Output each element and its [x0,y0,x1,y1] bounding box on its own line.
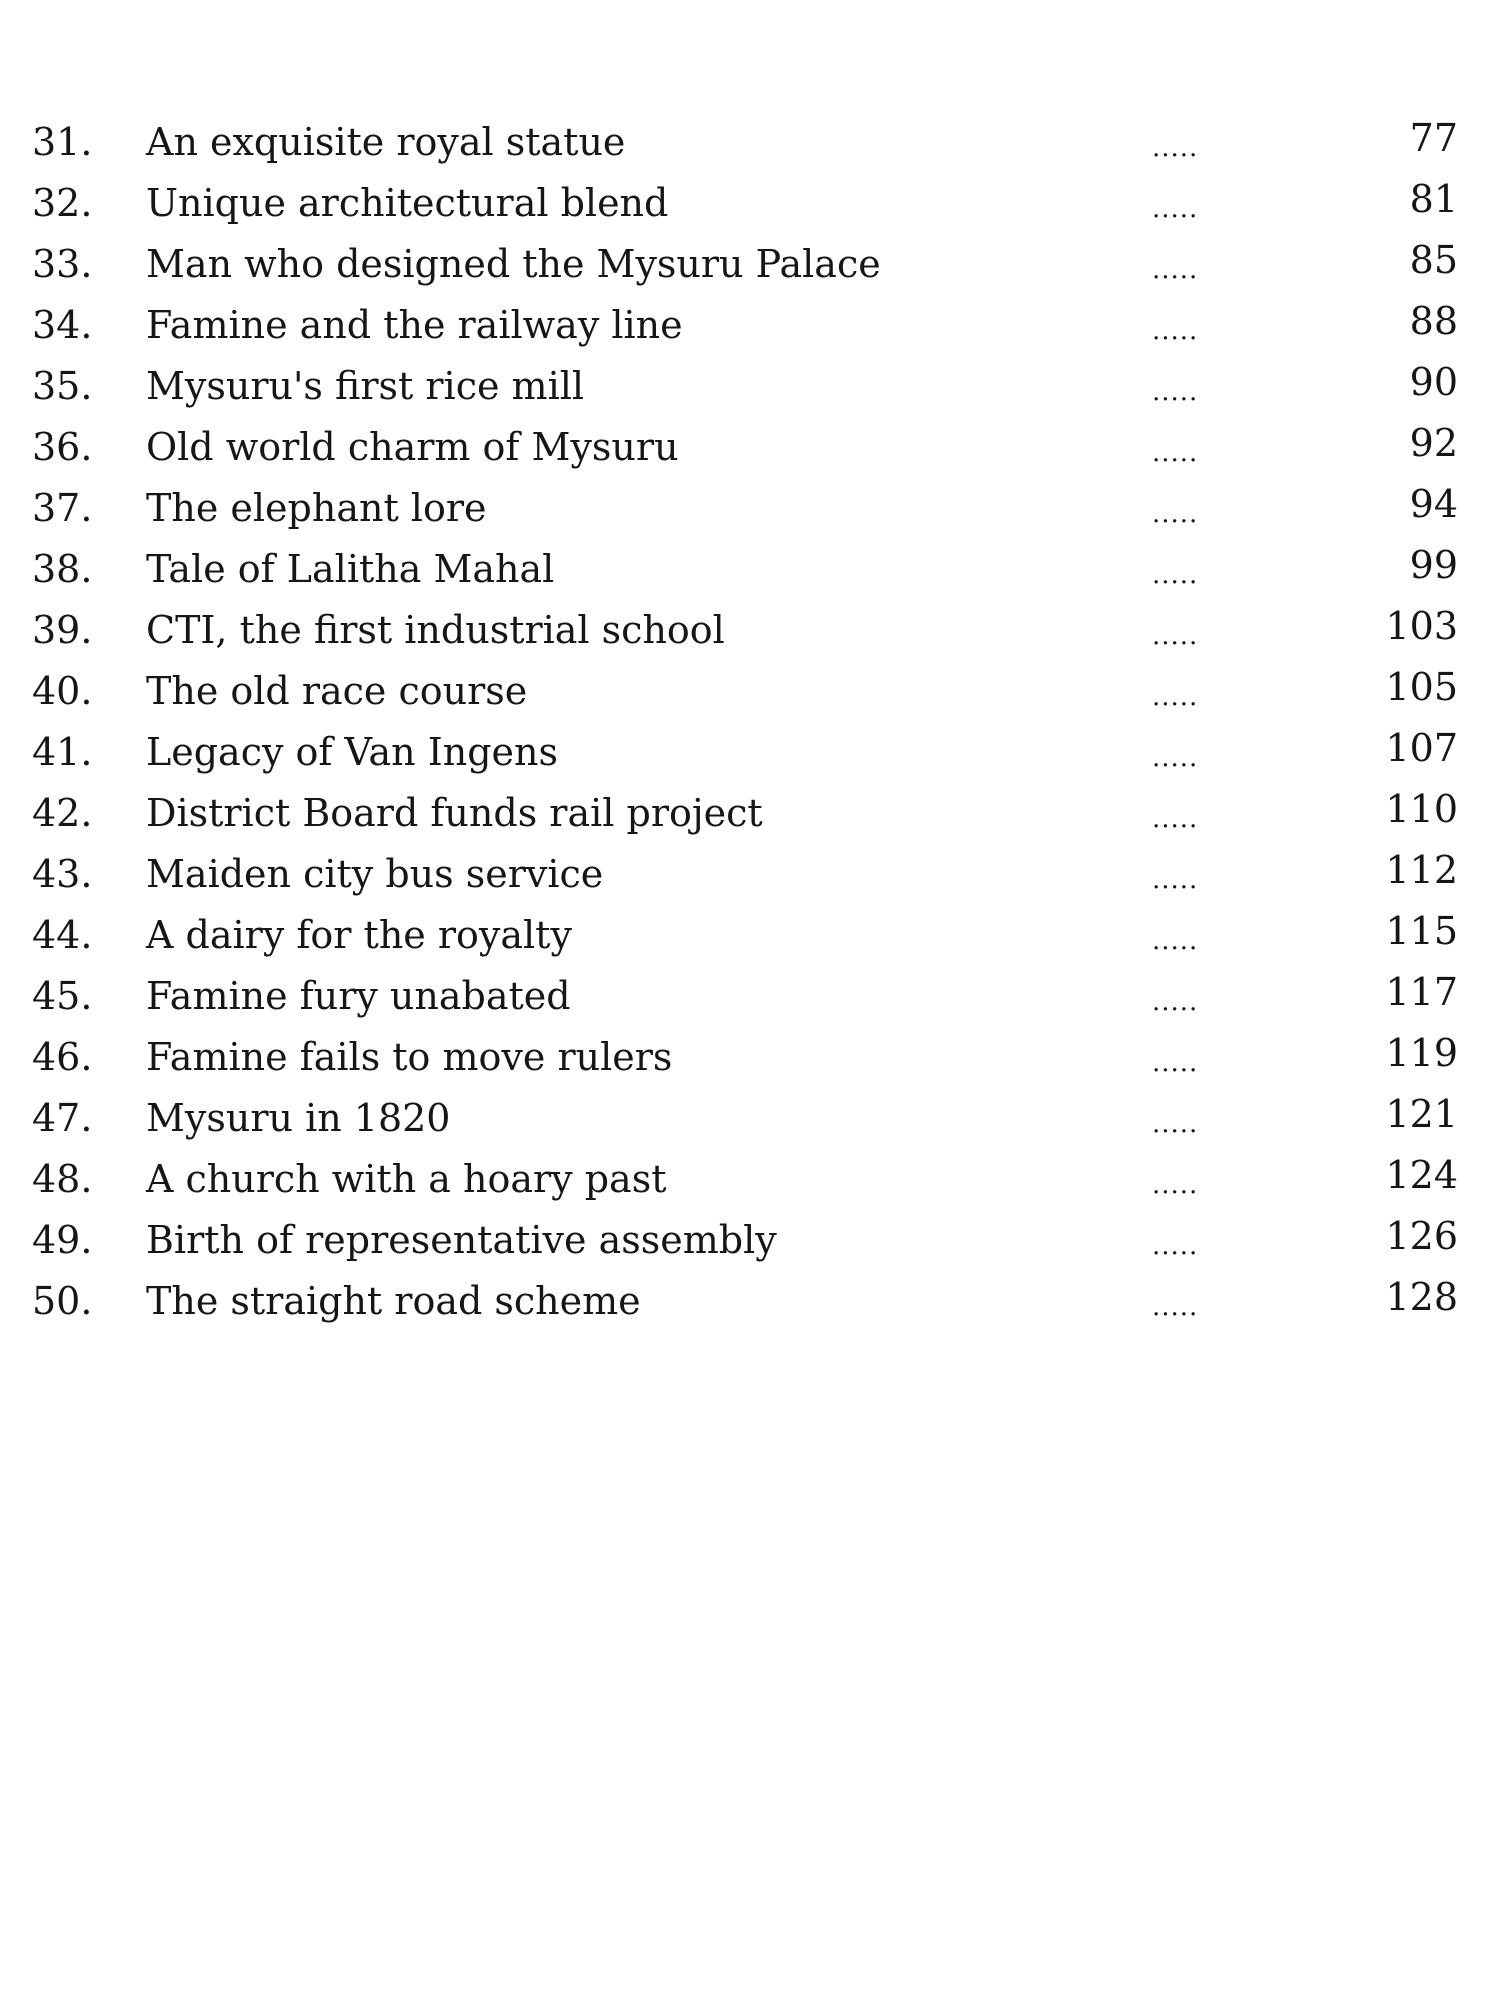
toc-entry [0,356,1500,417]
dot-leader: ..... [1152,804,1199,834]
entry-title: Famine and the railway line [146,303,683,347]
entry-title: The straight road scheme [146,1279,641,1323]
entry-title: Famine fails to move rulers [146,1035,673,1079]
entry-title: A church with a hoary past [146,1157,667,1201]
toc-entry [0,234,1500,295]
dot-leader: ..... [1152,1292,1199,1322]
toc-entry [0,295,1500,356]
toc-entry [0,1027,1500,1088]
page-number: 112 [1385,848,1458,892]
entry-number: 46. [32,1035,93,1079]
page-number: 81 [1409,177,1458,221]
toc-entry [0,1271,1500,1332]
page-number: 107 [1385,726,1458,770]
page-number: 105 [1385,665,1458,709]
dot-leader: ..... [1152,133,1199,163]
dot-leader: ..... [1152,865,1199,895]
entry-title: Maiden city bus service [146,852,604,896]
dot-leader: ..... [1152,1170,1199,1200]
dot-leader: ..... [1152,316,1199,346]
entry-title: Man who designed the Mysuru Palace [146,242,881,286]
dot-leader: ..... [1152,377,1199,407]
entry-title: An exquisite royal statue [146,120,626,164]
dot-leader: ..... [1152,926,1199,956]
entry-title: Old world charm of Mysuru [146,425,679,469]
toc-entry [0,722,1500,783]
toc-entry [0,112,1500,173]
page-number: 121 [1385,1092,1458,1136]
entry-title: The old race course [146,669,528,713]
dot-leader: ..... [1152,194,1199,224]
page-number: 94 [1409,482,1458,526]
entry-title: CTI, the first industrial school [146,608,725,652]
toc-entry [0,661,1500,722]
entry-number: 38. [32,547,93,591]
page-number: 126 [1385,1214,1458,1258]
dot-leader: ..... [1152,682,1199,712]
dot-leader: ..... [1152,987,1199,1017]
toc-entry [0,478,1500,539]
dot-leader: ..... [1152,255,1199,285]
entry-title: The elephant lore [146,486,487,530]
entry-title: Birth of representative assembly [146,1218,777,1262]
entry-number: 40. [32,669,93,713]
page-number: 110 [1385,787,1458,831]
dot-leader: ..... [1152,621,1199,651]
toc-entry [0,600,1500,661]
entry-number: 45. [32,974,93,1018]
toc-entry [0,539,1500,600]
page-number: 115 [1385,909,1458,953]
page-number: 85 [1409,238,1458,282]
entry-number: 42. [32,791,93,835]
toc-entry [0,905,1500,966]
entry-number: 44. [32,913,93,957]
toc-entry [0,844,1500,905]
page-number: 88 [1409,299,1458,343]
entry-number: 33. [32,242,93,286]
toc-entry [0,783,1500,844]
dot-leader: ..... [1152,1109,1199,1139]
entry-number: 36. [32,425,93,469]
entry-number: 37. [32,486,93,530]
toc-entry [0,173,1500,234]
table-of-contents [0,112,1500,1332]
entry-number: 49. [32,1218,93,1262]
entry-title: Mysuru's first rice mill [146,364,585,408]
entry-number: 50. [32,1279,93,1323]
entry-number: 35. [32,364,93,408]
toc-entry [0,1149,1500,1210]
entry-title: Tale of Lalitha Mahal [146,547,555,591]
entry-number: 41. [32,730,93,774]
entry-title: Famine fury unabated [146,974,571,1018]
toc-entry [0,1210,1500,1271]
entry-number: 47. [32,1096,93,1140]
entry-title: A dairy for the royalty [146,913,572,957]
dot-leader: ..... [1152,560,1199,590]
dot-leader: ..... [1152,743,1199,773]
page-number: 92 [1409,421,1458,465]
entry-title: Mysuru in 1820 [146,1096,451,1140]
page-number: 119 [1385,1031,1458,1075]
toc-entry [0,417,1500,478]
entry-number: 39. [32,608,93,652]
page-number: 99 [1409,543,1458,587]
page-number: 117 [1385,970,1458,1014]
toc-entry [0,966,1500,1027]
entry-number: 34. [32,303,93,347]
entry-number: 32. [32,181,93,225]
entry-number: 48. [32,1157,93,1201]
page-number: 128 [1385,1275,1458,1319]
entry-title: Unique architectural blend [146,181,669,225]
entry-title: District Board funds rail project [146,791,763,835]
dot-leader: ..... [1152,1048,1199,1078]
page-number: 103 [1385,604,1458,648]
dot-leader: ..... [1152,499,1199,529]
entry-number: 31. [32,120,93,164]
entry-title: Legacy of Van Ingens [146,730,558,774]
page-number: 90 [1409,360,1458,404]
page-number: 124 [1385,1153,1458,1197]
entry-number: 43. [32,852,93,896]
dot-leader: ..... [1152,1231,1199,1261]
page-number: 77 [1409,116,1458,160]
toc-entry [0,1088,1500,1149]
dot-leader: ..... [1152,438,1199,468]
